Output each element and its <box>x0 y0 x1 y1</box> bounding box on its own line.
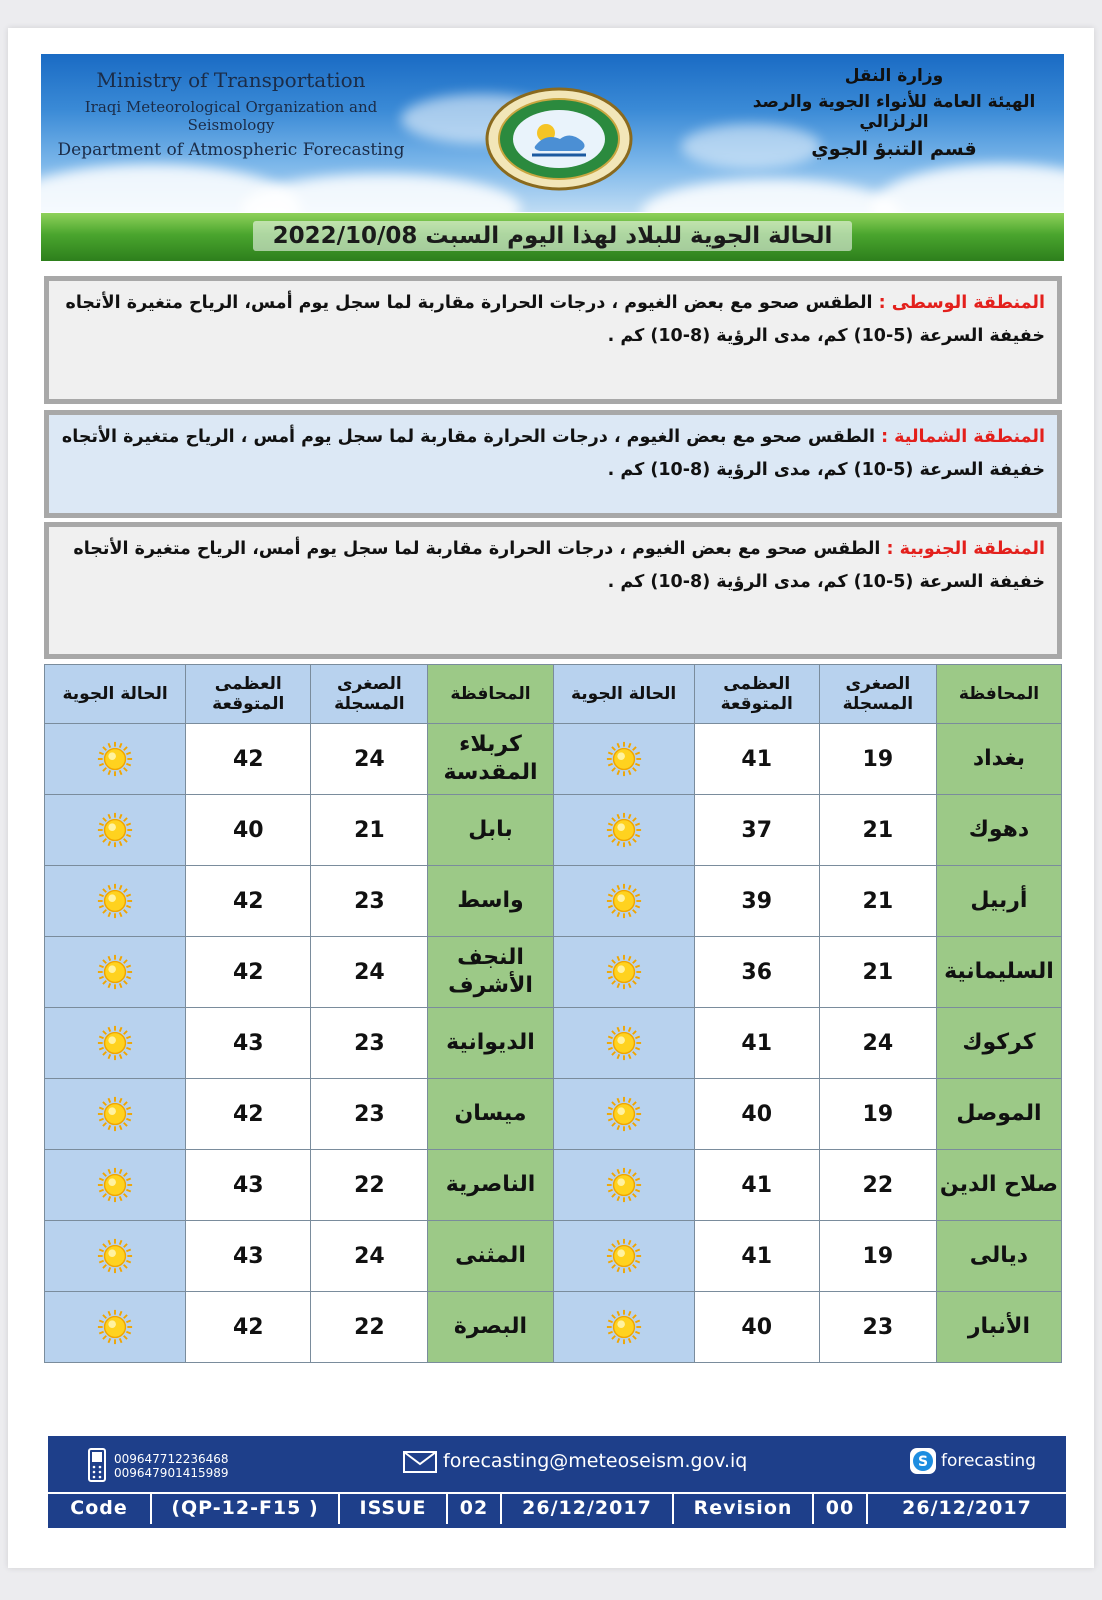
region-label: المنطقة الجنوبية : <box>886 539 1045 559</box>
organization-logo <box>484 87 634 191</box>
status-cell <box>553 1292 694 1363</box>
province-cell: النجف الأشرف <box>428 937 553 1008</box>
max-temp-cell: 41 <box>694 1008 819 1079</box>
sun-icon <box>96 1101 134 1126</box>
status-cell <box>553 1150 694 1221</box>
max-temp-cell: 41 <box>694 1150 819 1221</box>
region-south <box>44 522 1062 659</box>
status-cell <box>553 1221 694 1292</box>
max-temp-cell: 40 <box>186 795 311 866</box>
province-cell: السليمانية <box>936 937 1061 1008</box>
table-row <box>45 1079 1062 1150</box>
sun-icon <box>96 817 134 842</box>
min-temp-cell: 21 <box>819 866 936 937</box>
max-temp-cell: 42 <box>186 724 311 795</box>
header-max-line1: العظمى <box>214 674 282 694</box>
phone-number-1: 009647712236468 <box>114 1452 229 1466</box>
sun-icon <box>605 1172 643 1197</box>
footer-email[interactable] <box>403 1450 747 1473</box>
table-row <box>45 866 1062 937</box>
sun-icon <box>605 746 643 771</box>
region-central <box>44 276 1062 404</box>
table-row <box>45 1150 1062 1221</box>
code-label: Code <box>48 1494 152 1524</box>
issue-date: 26/12/2017 <box>502 1494 674 1524</box>
status-cell <box>553 866 694 937</box>
email-address[interactable]: forecasting@meteoseism.gov.iq <box>443 1450 748 1472</box>
header-max-line1: العظمى <box>723 674 791 694</box>
max-temp-cell: 42 <box>186 1292 311 1363</box>
title-bar <box>41 213 1064 261</box>
status-cell <box>553 1008 694 1079</box>
max-temp-cell: 42 <box>186 937 311 1008</box>
phone-icon <box>88 1448 106 1482</box>
revision-number: 00 <box>814 1494 868 1524</box>
header-max <box>186 665 311 724</box>
header-min-line2: المسجلة <box>334 694 405 714</box>
issue-label: ISSUE <box>340 1494 448 1524</box>
max-temp-cell: 41 <box>694 1221 819 1292</box>
header-min-line1: الصغرى <box>337 674 402 694</box>
status-cell <box>45 724 186 795</box>
min-temp-cell: 22 <box>311 1150 428 1221</box>
document-code-row <box>48 1492 1066 1524</box>
min-temp-cell: 24 <box>311 724 428 795</box>
header-max-line2: المتوقعة <box>212 694 285 714</box>
max-temp-cell: 39 <box>694 866 819 937</box>
svg-text:S: S <box>917 1454 928 1470</box>
sun-icon <box>605 1314 643 1339</box>
ministry-name-ar: وزارة النقل <box>844 66 944 86</box>
province-cell: الديوانية <box>428 1008 553 1079</box>
header-min <box>311 665 428 724</box>
min-temp-cell: 19 <box>819 1079 936 1150</box>
max-temp-cell: 36 <box>694 937 819 1008</box>
table-row <box>45 1008 1062 1079</box>
region-text: الطقس صحو مع بعض الغيوم ، درجات الحرارة مقاربة لما سجل يوم أمس، الرياح متغيرة الأتجاه خفيفة السرعة (5-10) كم، مدى الرؤية (8-10) كم . <box>65 293 1045 346</box>
province-cell: بابل <box>428 795 553 866</box>
status-cell <box>45 866 186 937</box>
header-arabic <box>744 66 1044 160</box>
province-cell: ميسان <box>428 1079 553 1150</box>
header-min <box>819 665 936 724</box>
min-temp-cell: 24 <box>311 937 428 1008</box>
region-north <box>44 410 1062 518</box>
sun-icon <box>605 1243 643 1268</box>
sun-icon <box>605 1101 643 1126</box>
max-temp-cell: 41 <box>694 724 819 795</box>
province-cell: كربلاء المقدسة <box>428 724 553 795</box>
footer-phones <box>88 1448 288 1482</box>
max-temp-cell: 43 <box>186 1221 311 1292</box>
min-temp-cell: 23 <box>311 866 428 937</box>
bulletin-page <box>8 28 1094 1568</box>
issue-number: 02 <box>448 1494 502 1524</box>
max-temp-cell: 42 <box>186 866 311 937</box>
sun-icon <box>605 817 643 842</box>
province-cell: كركوك <box>936 1008 1061 1079</box>
sun-icon <box>605 959 643 984</box>
header-province: المحافظة <box>936 665 1061 724</box>
region-label: المنطقة الوسطى : <box>878 293 1045 313</box>
header-status: الحالة الجوية <box>45 665 186 724</box>
table-row <box>45 1292 1062 1363</box>
table-row <box>45 724 1062 795</box>
status-cell <box>45 1292 186 1363</box>
mail-icon <box>403 1451 437 1473</box>
min-temp-cell: 21 <box>311 795 428 866</box>
status-cell <box>45 937 186 1008</box>
region-label: المنطقة الشمالية : <box>881 427 1045 447</box>
organization-name-en: Iraqi Meteorological Organization and Seismology <box>84 98 378 134</box>
sun-icon <box>605 888 643 913</box>
table-row <box>45 937 1062 1008</box>
province-cell: الناصرية <box>428 1150 553 1221</box>
page-title: الحالة الجوية للبلاد لهذا اليوم السبت 2022/10/08 <box>253 221 853 251</box>
sun-icon <box>96 888 134 913</box>
status-cell <box>553 724 694 795</box>
skype-name[interactable]: forecasting <box>940 1451 1036 1471</box>
table-row <box>45 1221 1062 1292</box>
province-cell: واسط <box>428 866 553 937</box>
region-text: الطقس صحو مع بعض الغيوم ، درجات الحرارة مقاربة لما سجل يوم أمس، الرياح متغيرة الأتجاه خفيفة السرعة (5-10) كم، مدى الرؤية (8-10) كم . <box>73 539 1045 592</box>
status-cell <box>45 1221 186 1292</box>
phone-number-2: 009647901415989 <box>114 1466 229 1480</box>
max-temp-cell: 40 <box>694 1079 819 1150</box>
organization-name-ar: الهيئة العامة للأنواء الجوية والرصد الزلزالي <box>752 92 1036 132</box>
province-cell: ديالى <box>936 1221 1061 1292</box>
province-cell: دهوك <box>936 795 1061 866</box>
province-cell: الأنبار <box>936 1292 1061 1363</box>
min-temp-cell: 23 <box>819 1292 936 1363</box>
max-temp-cell: 43 <box>186 1150 311 1221</box>
header-banner <box>41 54 1064 212</box>
region-text: الطقس صحو مع بعض الغيوم ، درجات الحرارة مقاربة لما سجل يوم أمس ، الرياح متغيرة الأتجاه خفيفة السرعة (5-10) كم، مدى الرؤية (8-10) كم . <box>61 427 1045 480</box>
footer-skype[interactable] <box>910 1448 1036 1474</box>
revision-date: 26/12/2017 <box>902 1497 1032 1519</box>
sun-icon <box>96 1243 134 1268</box>
sun-icon <box>96 959 134 984</box>
table-row <box>45 795 1062 866</box>
header-max-line2: المتوقعة <box>720 694 793 714</box>
sun-icon <box>96 746 134 771</box>
min-temp-cell: 23 <box>311 1079 428 1150</box>
sun-icon <box>96 1030 134 1055</box>
header-min-line1: الصغرى <box>845 674 911 694</box>
min-temp-cell: 22 <box>311 1292 428 1363</box>
province-cell: بغداد <box>936 724 1061 795</box>
status-cell <box>45 795 186 866</box>
min-temp-cell: 24 <box>311 1221 428 1292</box>
status-cell <box>553 795 694 866</box>
min-temp-cell: 19 <box>819 724 936 795</box>
max-temp-cell: 37 <box>694 795 819 866</box>
status-cell <box>45 1079 186 1150</box>
province-cell: صلاح الدين <box>936 1150 1061 1221</box>
revision-label: Revision <box>674 1494 814 1524</box>
department-name-ar: قسم التنبؤ الجوي <box>811 138 977 160</box>
province-cell: أربيل <box>936 866 1061 937</box>
province-cell: المثنى <box>428 1221 553 1292</box>
sun-icon <box>605 1030 643 1055</box>
status-cell <box>553 937 694 1008</box>
ministry-name-en: Ministry of Transportation <box>96 68 366 92</box>
skype-icon <box>910 1448 936 1474</box>
sun-icon <box>96 1314 134 1339</box>
footer <box>48 1436 1066 1528</box>
min-temp-cell: 21 <box>819 795 936 866</box>
header-province: المحافظة <box>428 665 553 724</box>
department-name-en: Department of Atmospheric Forecasting <box>57 140 405 160</box>
header-english <box>41 68 421 160</box>
status-cell <box>45 1150 186 1221</box>
province-cell: الموصل <box>936 1079 1061 1150</box>
status-cell <box>45 1008 186 1079</box>
min-temp-cell: 23 <box>311 1008 428 1079</box>
min-temp-cell: 19 <box>819 1221 936 1292</box>
max-temp-cell: 42 <box>186 1079 311 1150</box>
table-header-row <box>45 665 1062 724</box>
max-temp-cell: 40 <box>694 1292 819 1363</box>
max-temp-cell: 43 <box>186 1008 311 1079</box>
min-temp-cell: 21 <box>819 937 936 1008</box>
code-value: (QP-12-F15 ) <box>152 1494 340 1524</box>
sun-icon <box>96 1172 134 1197</box>
status-cell <box>553 1079 694 1150</box>
min-temp-cell: 22 <box>819 1150 936 1221</box>
forecast-table <box>44 664 1062 1363</box>
province-cell: البصرة <box>428 1292 553 1363</box>
header-min-line2: المسجلة <box>842 694 914 714</box>
min-temp-cell: 24 <box>819 1008 936 1079</box>
header-status: الحالة الجوية <box>553 665 694 724</box>
header-max <box>694 665 819 724</box>
